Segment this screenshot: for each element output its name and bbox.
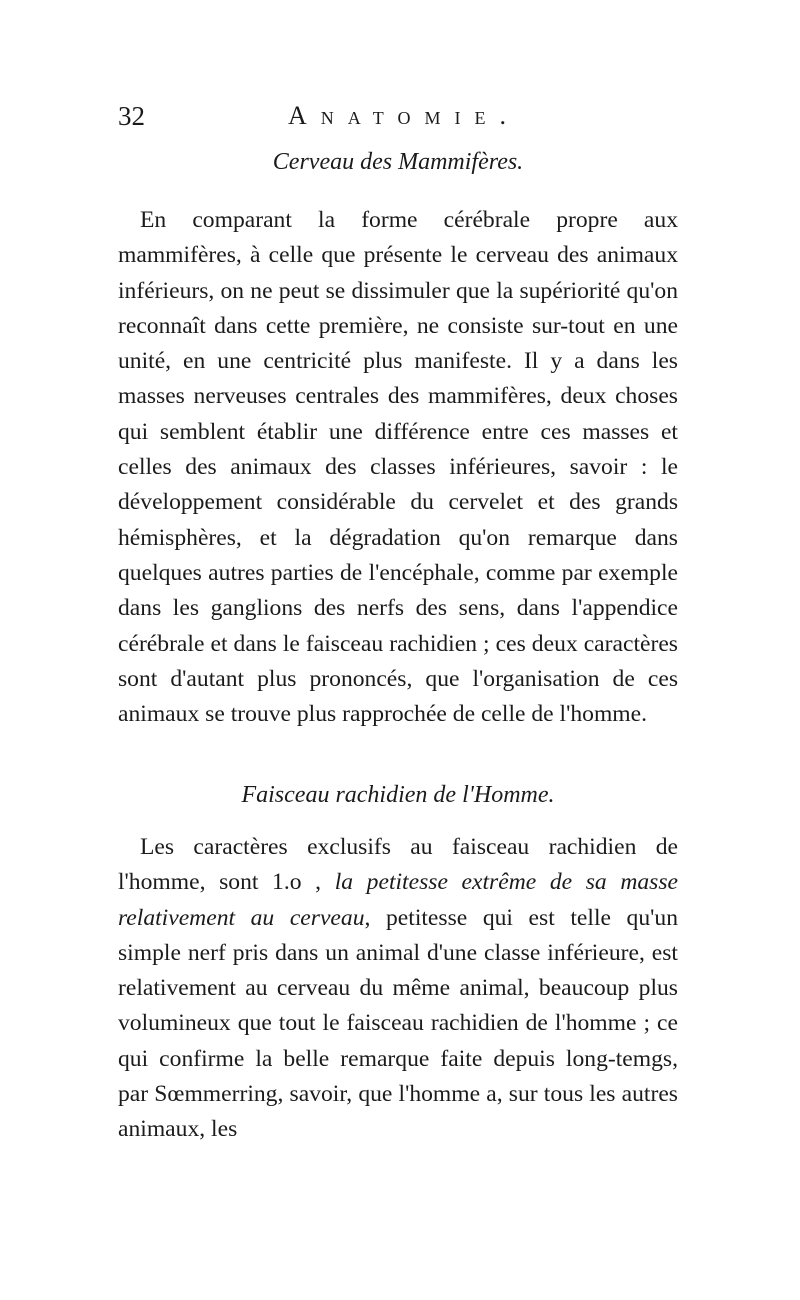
paragraph-text-end: , petitesse qui est telle qu'un simple nerf pris dans un animal d'une classe inférieure, est relativement au cerveau du même animal, beaucoup plus volumineux que tout le faisceau rachidien de l'homme ; ce qui confirme la belle remarque faite depuis long-temgs, par Sœmmerring, savoir, que l'homme a, sur tous les autres animaux, les bbox=[118, 904, 678, 1143]
running-title: Anatomie. bbox=[288, 101, 520, 130]
running-head bbox=[118, 96, 678, 136]
paragraph-text-start: Les caractères exclusifs au faisceau rachidien de l'homme, sont 1.o , bbox=[118, 834, 678, 896]
paragraph-text-italic: la petitesse extrême de sa masse relativement au cerveau bbox=[118, 869, 678, 931]
paragraph-cerveau: En comparant la forme cérébrale propre aux mammifères, à celle que présente le cerveau des animaux inférieurs, on ne peut se dissimuler que la supériorité qu'on reconnaît dans cette première, ne consiste sur-tout en une unité, en une centricité plus manifeste. Il y a dans les masses nerveuses centrales des mammifères, deux choses qui semblent établir une différence entre ces masses et celles des animaux des classes inférieures, savoir : le développement considérable du cervelet et des grands hémisphères, et la dégradation qu'on remarque dans quelques autres parties de l'encéphale, comme par exemple dans les ganglions des nerfs des sens, dans l'appendice cérébrale et dans le faisceau rachidien ; ces deux caractères sont d'autant plus prononcés, que l'organisation de ces animaux se trouve plus rapprochée de celle de l'homme. bbox=[118, 207, 678, 728]
page-number: 32 bbox=[118, 101, 145, 131]
section-heading-faisceau: Faisceau rachidien de l'Homme. bbox=[241, 782, 555, 808]
section-heading-cerveau: Cerveau des Mammifères. bbox=[272, 149, 524, 175]
paragraph-faisceau bbox=[118, 830, 678, 1148]
